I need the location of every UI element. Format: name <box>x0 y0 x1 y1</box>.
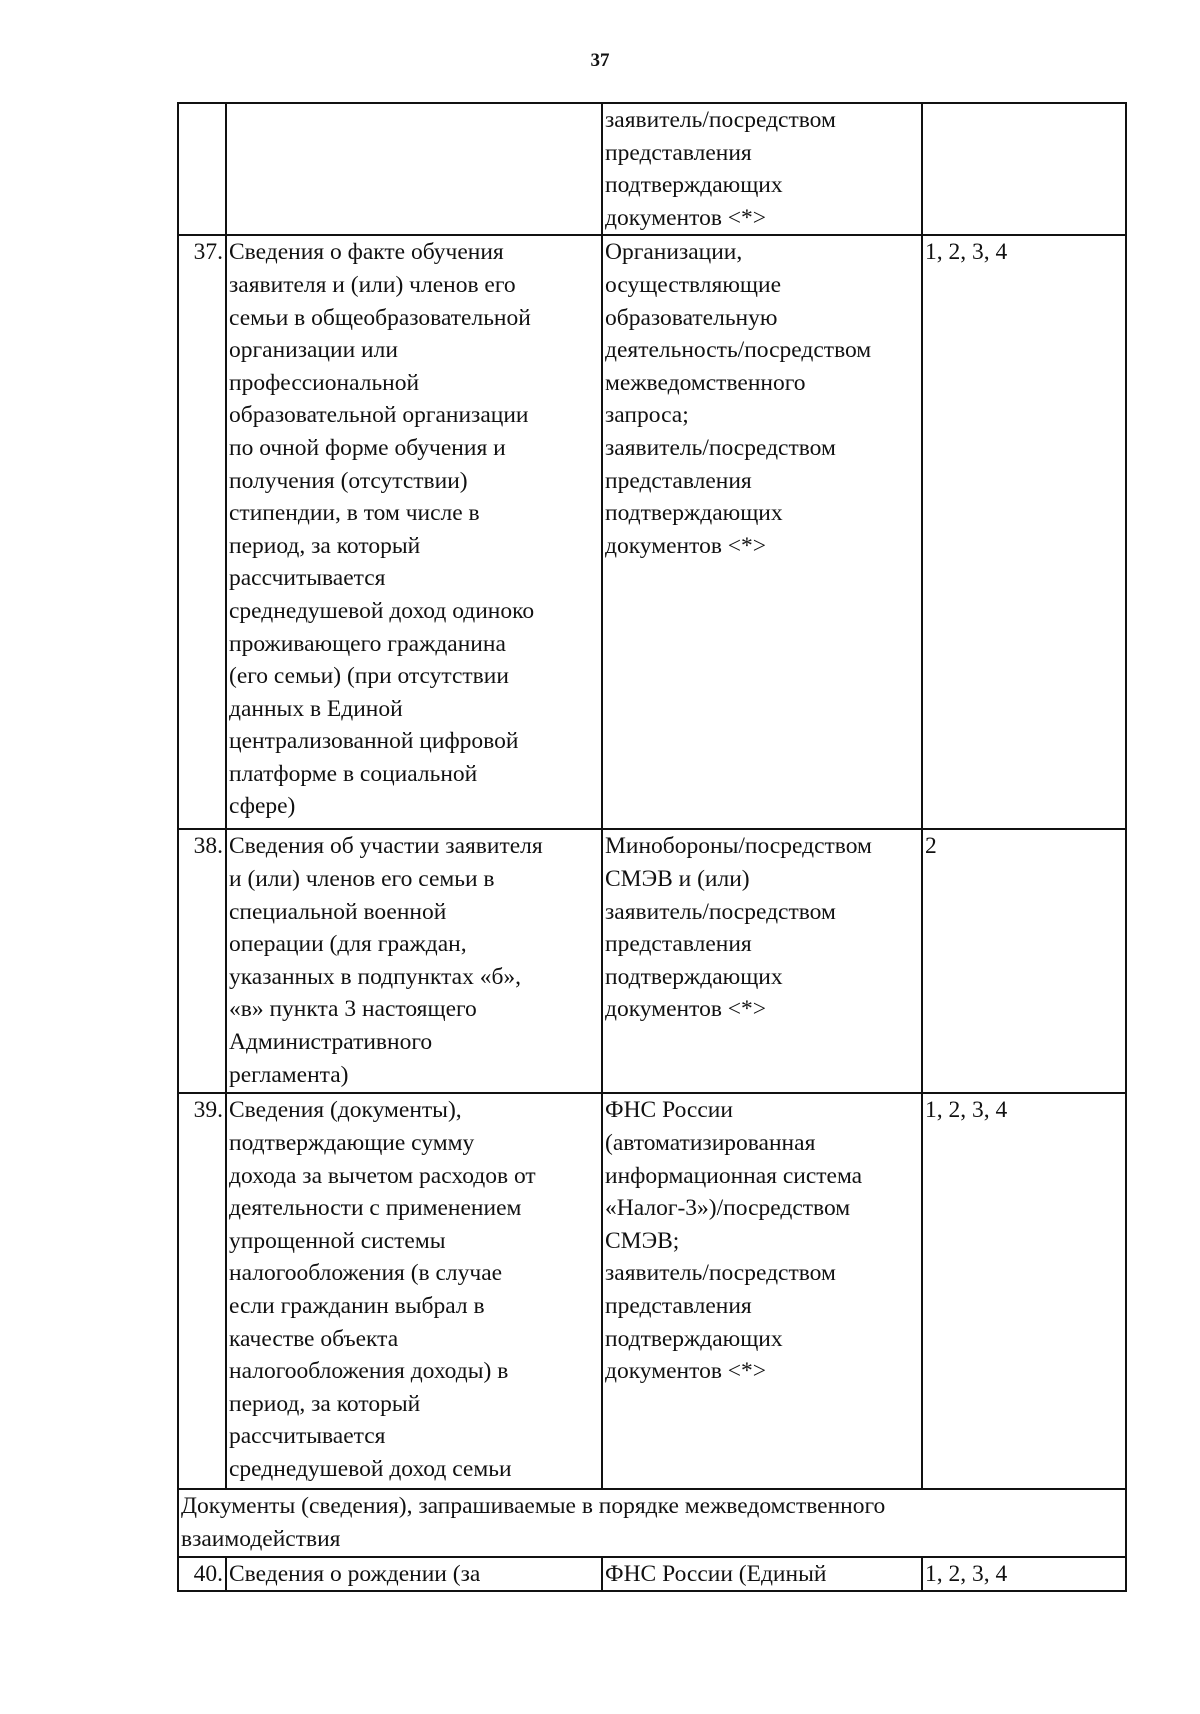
categories-cell: 1, 2, 3, 4 <box>922 235 1126 829</box>
text-line: представления <box>605 1292 752 1319</box>
text-line: представления <box>605 931 752 958</box>
table-row-37 <box>178 235 1126 829</box>
text-line: операции (для граждан, <box>229 931 467 958</box>
text-line: организации или <box>229 337 398 364</box>
section-heading-row <box>178 1489 1126 1556</box>
text-line: профессиональной <box>229 369 420 396</box>
text-line: деятельности с применением <box>229 1195 522 1222</box>
text-line: (автоматизированная <box>605 1129 816 1156</box>
text-line: документов <*> <box>605 204 767 231</box>
text-line: период, за который <box>229 532 421 559</box>
text-line: данных в Единой <box>229 695 403 722</box>
text-line: осуществляющие <box>605 271 781 298</box>
text-line: указанных в подпунктах «б», <box>229 963 522 990</box>
text-line: подтверждающих <box>605 1325 783 1352</box>
text-line: период, за который <box>229 1390 421 1417</box>
text-line: Сведения (документы), <box>229 1097 462 1124</box>
text-line: Организации, <box>605 239 743 266</box>
description-cell <box>226 235 602 829</box>
text-line: налогообложения (в случае <box>229 1260 503 1287</box>
text-line: Документы (сведения), запрашиваемые в порядке межведомственного <box>181 1493 886 1520</box>
text-line: «в» пункта 3 настоящего <box>229 996 477 1023</box>
text-line: документов <*> <box>605 1358 767 1385</box>
text-line: платформе в социальной <box>229 760 478 787</box>
source-cell <box>602 1093 922 1489</box>
text-line: СМЭВ и (или) <box>605 865 750 892</box>
text-line: деятельность/посредством <box>605 337 872 364</box>
document-table <box>177 102 1127 1592</box>
text-line: специальной военной <box>229 898 447 925</box>
source-cell <box>602 103 922 235</box>
text-line: стипендии, в том числе в <box>229 500 480 527</box>
text-line: подтверждающие сумму <box>229 1129 475 1156</box>
description-cell <box>226 829 602 1093</box>
categories-cell: 2 <box>922 829 1126 1093</box>
text-line: дохода за вычетом расходов от <box>229 1162 536 1189</box>
source-cell <box>602 235 922 829</box>
text-line: налогообложения доходы) в <box>229 1358 509 1385</box>
table-row-38 <box>178 829 1126 1093</box>
text-line: взаимодействия <box>181 1525 341 1552</box>
description-cell <box>226 1557 602 1592</box>
text-line: заявитель/посредством <box>605 434 836 461</box>
text-line: среднедушевой доход одиноко <box>229 597 535 624</box>
table-row-continuation <box>178 103 1126 235</box>
row-number: 37. <box>178 235 226 829</box>
text-line: и (или) членов его семьи в <box>229 865 495 892</box>
categories-cell: 1, 2, 3, 4 <box>922 1557 1126 1592</box>
text-line: «Налог-3»)/посредством <box>605 1195 851 1222</box>
text-line: документов <*> <box>605 996 767 1023</box>
text-line: документов <*> <box>605 532 767 559</box>
description-cell <box>226 103 602 235</box>
text-line: качестве объекта <box>229 1325 399 1352</box>
text-line: семьи в общеобразовательной <box>229 304 531 331</box>
source-cell <box>602 1557 922 1592</box>
text-line: рассчитывается <box>229 1423 386 1450</box>
text-line: межведомственного <box>605 369 806 396</box>
text-line: ФНС России <box>605 1097 733 1124</box>
text-line: подтверждающих <box>605 172 783 199</box>
text-line: Административного <box>229 1028 433 1055</box>
table-body <box>178 103 1126 1591</box>
table-row-39 <box>178 1093 1126 1489</box>
categories-cell: 1, 2, 3, 4 <box>922 1093 1126 1489</box>
text-line: сфере) <box>229 793 296 820</box>
text-line: Сведения о рождении (за <box>229 1560 481 1587</box>
row-number <box>178 103 226 235</box>
text-line: централизованной цифровой <box>229 728 519 755</box>
text-line: СМЭВ; <box>605 1227 680 1254</box>
text-line: по очной форме обучения и <box>229 434 506 461</box>
categories-cell <box>922 103 1126 235</box>
text-line: образовательную <box>605 304 778 331</box>
text-line: Сведения об участии заявителя <box>229 833 543 860</box>
text-line: Минобороны/посредством <box>605 833 872 860</box>
description-cell <box>226 1093 602 1489</box>
section-heading <box>178 1489 1126 1556</box>
source-cell <box>602 829 922 1093</box>
table-row-40 <box>178 1557 1126 1592</box>
text-line: запроса; <box>605 402 689 429</box>
text-line: Сведения о факте обучения <box>229 239 504 266</box>
text-line: подтверждающих <box>605 963 783 990</box>
text-line: получения (отсутствии) <box>229 467 468 494</box>
text-line: (его семьи) (при отсутствии <box>229 663 509 690</box>
text-line: регламента) <box>229 1061 349 1088</box>
text-line: заявитель/посредством <box>605 898 836 925</box>
text-line: проживающего гражданина <box>229 630 506 657</box>
text-line: ФНС России (Единый <box>605 1560 827 1587</box>
text-line: если гражданин выбрал в <box>229 1292 485 1319</box>
row-number: 39. <box>178 1093 226 1489</box>
row-number: 38. <box>178 829 226 1093</box>
text-line: заявитель/посредством <box>605 107 836 133</box>
text-line: информационная система <box>605 1162 863 1189</box>
text-line: заявитель/посредством <box>605 1260 836 1287</box>
text-line: представления <box>605 467 752 494</box>
row-number: 40. <box>178 1557 226 1592</box>
page-number: 37 <box>590 50 610 71</box>
text-line: подтверждающих <box>605 500 783 527</box>
text-line: упрощенной системы <box>229 1227 446 1254</box>
text-line: среднедушевой доход семьи <box>229 1455 512 1482</box>
text-line: представления <box>605 139 752 166</box>
text-line: заявителя и (или) членов его <box>229 271 516 298</box>
text-line: рассчитывается <box>229 565 386 592</box>
text-line: образовательной организации <box>229 402 529 429</box>
